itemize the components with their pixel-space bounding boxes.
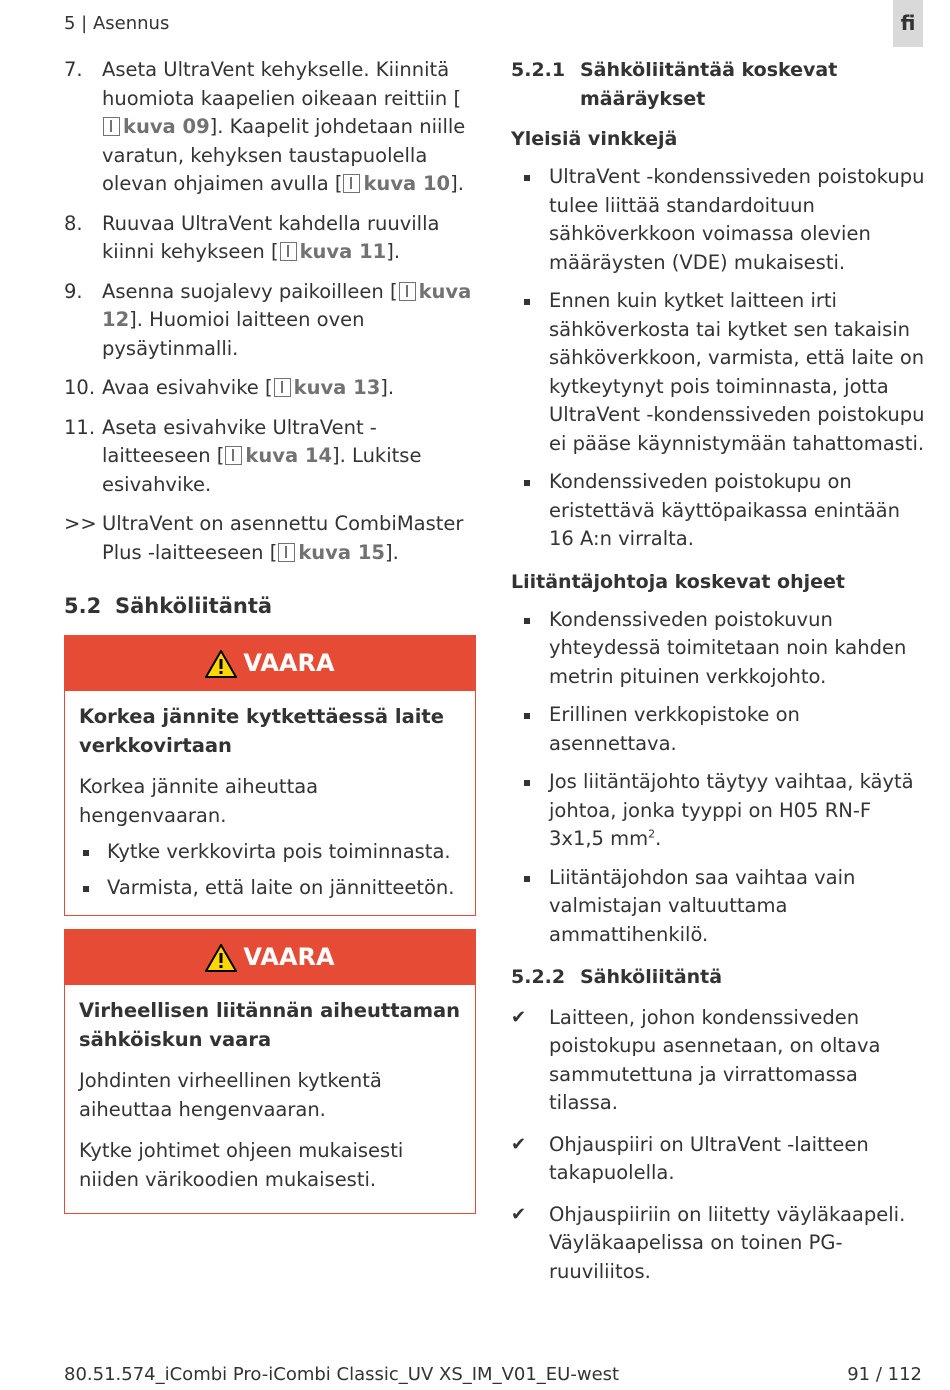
section-heading-5-2-1: 5.2.1 Sähköliitäntää koskevat määräykset [511, 59, 838, 110]
footer-doc-id: 80.51.574_iCombi Pro-iCombi Classic_UV XS_IM_V01_EU-west [64, 1364, 620, 1385]
figure-link[interactable]: kuva 10 [342, 172, 450, 195]
danger-label: VAARA [243, 649, 335, 678]
danger-instruction: Kytke johtimet ohjeen mukaisesti niiden värikoodien mukaisesti. [79, 1139, 404, 1191]
step-11: 11. Aseta esivahvike UltraVent -laitteeseen [ kuva 14]. Lukitse esivahvike. [64, 415, 422, 496]
list-item: Kytke verkkovirta pois toiminnasta. [79, 838, 461, 867]
danger-text: Korkea jännite aiheuttaa hengenvaaran. [79, 775, 319, 827]
list-item: Liitäntäjohdon saa vaihtaa vain valmistajan valtuuttama ammattihenkilö. [511, 864, 926, 950]
list-item: UltraVent -kondenssiveden poistokupu tulee liittää standardoituun sähköverkkoon voimassa olevien määräysten (VDE) mukaisesti. [511, 163, 926, 277]
list-item: Kondenssiveden poistokuvun yhteydessä toimitetaan noin kahden metrin pituinen verkkojohto. [511, 606, 926, 692]
figure-icon [343, 174, 360, 193]
danger-label: VAARA [243, 943, 335, 972]
figure-link[interactable]: kuva 12 [102, 279, 472, 331]
warning-icon [205, 944, 237, 972]
check-icon: ✔ [511, 1133, 527, 1155]
check-icon: ✔ [511, 1006, 527, 1028]
list-item: Jos liitäntäjohto täytyy vaihtaa, käytä johtoa, jonka tyyppi on H05 RN-F 3x1,5 $mm^2$. [511, 768, 926, 854]
figure-icon [225, 446, 242, 465]
list-item: Erillinen verkkopistoke on asennettava. [511, 701, 926, 758]
left-column [64, 56, 476, 1227]
figure-link[interactable]: kuva 13 [273, 376, 381, 399]
figure-icon [278, 543, 295, 562]
danger-box-wiring [64, 929, 476, 1214]
danger-title: Virheellisen liitännän aiheuttaman sähköiskun vaara [79, 999, 461, 1051]
checklist-item: ✔ Ohjauspiiriin on liitetty väyläkaapeli. Väyläkaapelissa on toinen PG-ruuviliitos. [511, 1201, 926, 1287]
warning-icon [205, 650, 237, 678]
section-heading-5-2: 5.2 Sähköliitäntä [64, 594, 273, 618]
step-result: >> UltraVent on asennettu CombiMaster Plus -laitteeseen [ kuva 15]. [64, 512, 464, 564]
checklist-item: ✔ Ohjauspiiri on UltraVent -laitteen takapuolella. [511, 1131, 926, 1188]
step-9: 9. Asenna suojalevy paikoilleen [ kuva 12]. Huomioi laitteen oven pysäytinmalli. [64, 279, 472, 360]
figure-link[interactable]: kuva 11 [279, 240, 387, 263]
general-tips-heading: Yleisiä vinkkejä [511, 128, 678, 150]
right-column [511, 56, 926, 1299]
running-header: 5 | Asennus [64, 13, 170, 34]
step-10: 10. Avaa esivahvike [ kuva 13]. [64, 376, 395, 399]
list-item: Varmista, että laite on jännitteetön. [79, 874, 461, 903]
step-8: 8. Ruuvaa UltraVent kahdella ruuvilla kiinni kehykseen [ kuva 11]. [64, 211, 440, 263]
step-7: 7. Aseta UltraVent kehykselle. Kiinnitä huomiota kaapelien oikeaan reittiin [kuva 09]. Kaapelit johdetaan niille varatun, kehyksen taustapuolella olevan ohjaimen avulla [ kuva 10]. [64, 58, 466, 195]
figure-link[interactable]: kuva 14 [224, 444, 332, 467]
figure-icon [103, 117, 120, 136]
language-tab: fi [893, 0, 923, 47]
cable-instructions-heading: Liitäntäjohtoja koskevat ohjeet [511, 570, 845, 593]
danger-box-high-voltage [64, 635, 476, 916]
danger-title: Korkea jännite kytkettäessä laite verkkovirtaan [79, 705, 444, 757]
figure-icon [399, 282, 416, 301]
install-steps [64, 56, 476, 567]
figure-icon [274, 378, 291, 397]
checklist-item: ✔ Laitteen, johon kondenssiveden poistokupu asennetaan, on oltava sammutettuna ja virrattomassa tilassa. [511, 1004, 926, 1118]
figure-link[interactable]: kuva 09 [102, 115, 210, 138]
list-item: Ennen kuin kytket laitteen irti sähköverkosta tai kytket sen takaisin sähköverkkoon, varmista, että laite on kytkeytynyt pois toiminnasta, jotta UltraVent -kondenssiveden poistokupu ei pääse käynnistymään tahattomasti. [511, 287, 926, 458]
figure-link[interactable]: kuva 15 [277, 541, 385, 564]
check-icon: ✔ [511, 1203, 527, 1225]
page-number: 91 / 112 [847, 1364, 922, 1385]
danger-text: Johdinten virheellinen kytkentä aiheuttaa hengenvaaran. [79, 1069, 382, 1121]
section-heading-5-2-2: 5.2.2 Sähköliitäntä [511, 966, 723, 988]
figure-icon [280, 242, 297, 261]
list-item: Kondenssiveden poistokupu on eristettävä käyttöpaikassa enintään 16 A:n virralta. [511, 468, 926, 554]
